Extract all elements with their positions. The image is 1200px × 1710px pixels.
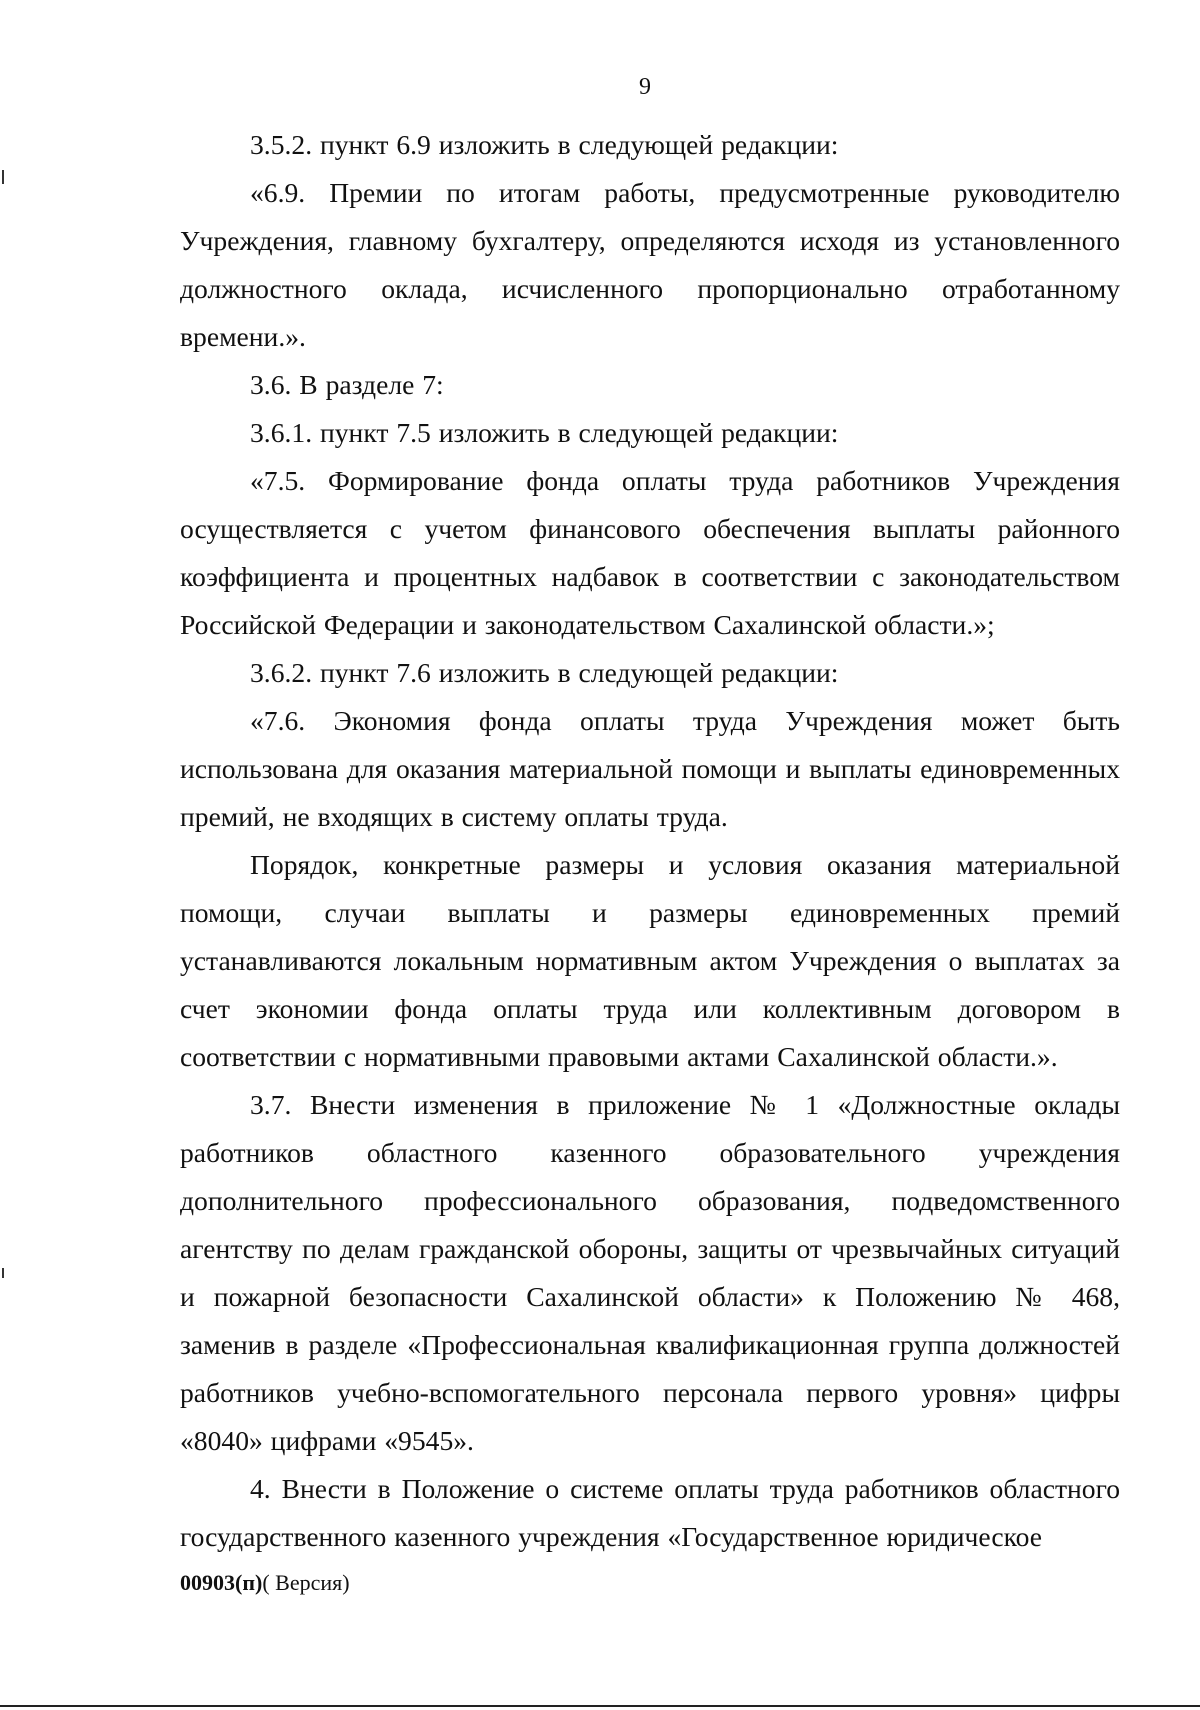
paragraph-7-5: «7.5. Формирование фонда оплаты труда работников Учреждения осуществляется с учетом финансового обеспечения выплаты районного коэффициента и процентных надбавок в соответствии с законодательством Российской Федерации и законодательством Сахалинской области.»;: [180, 465, 1120, 640]
scan-artifact: [2, 1268, 4, 1278]
document-code: 00903(п): [180, 1570, 263, 1595]
document-body: [180, 121, 1120, 1561]
document-version: ( Версия): [262, 1570, 350, 1595]
paragraph-3-6-2: 3.6.2. пункт 7.6 изложить в следующей редакции:: [250, 657, 839, 688]
paragraph-3-7: 3.7. Внести изменения в приложение № 1 «Должностные оклады работников областного казенного образовательного учреждения дополнительного профессионального образования, подведомственного агентству по делам гражданской обороны, защиты от чрезвычайных ситуаций и пожарной безопасности Сахалинской области» к Положению № 468, заменив в разделе «Профессиональная квалификационная группа должностей работников учебно-вспомогательного персонала первого уровня» цифры «8040» цифрами «9545».: [180, 1089, 1120, 1456]
paragraph-3-6: 3.6. В разделе 7:: [250, 369, 444, 400]
paragraph-order: Порядок, конкретные размеры и условия оказания материальной помощи, случаи выплаты и размеры единовременных премий устанавливаются локальным нормативным актом Учреждения о выплатах за счет экономии фонда оплаты труда или коллективным договором в соответствии с нормативными правовыми актами Сахалинской области.».: [180, 849, 1120, 1072]
paragraph-3-6-1: 3.6.1. пункт 7.5 изложить в следующей редакции:: [250, 417, 839, 448]
page-number: 9: [639, 74, 651, 100]
paragraph-6-9: «6.9. Премии по итогам работы, предусмотренные руководителю Учреждения, главному бухгалтеру, определяются исходя из установленного должностного оклада, исчисленного пропорционально отработанному времени.».: [180, 177, 1120, 352]
paragraph-4: 4. Внести в Положение о системе оплаты труда работников областного государственного казенного учреждения «Государственное юридическое: [180, 1473, 1120, 1552]
paragraph-3-5-2: 3.5.2. пункт 6.9 изложить в следующей редакции:: [250, 129, 839, 160]
scan-artifact: [2, 170, 4, 184]
paragraph-7-6: «7.6. Экономия фонда оплаты труда Учреждения может быть использована для оказания материальной помощи и выплаты единовременных премий, не входящих в систему оплаты труда.: [180, 705, 1120, 832]
page-edge-line: [0, 1705, 1200, 1707]
document-footer: [180, 1570, 350, 1596]
